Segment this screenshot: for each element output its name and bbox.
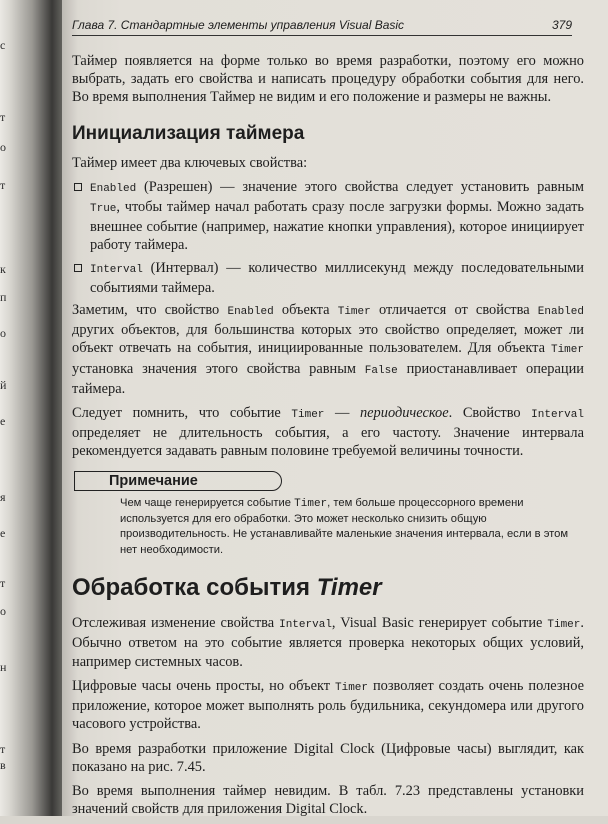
previous-page-edge-letter: й	[0, 378, 7, 392]
previous-page-edge-letter: в	[0, 758, 6, 772]
page-number: 379	[551, 18, 572, 32]
code-interval: Interval	[90, 263, 143, 276]
key-properties-list	[72, 178, 584, 297]
chapter-title: Глава 7. Стандартные элементы управления Visual Basic	[72, 18, 405, 32]
paragraph-key-properties: Таймер имеет два ключевых свойства:	[72, 154, 308, 171]
previous-page-edge-letter: о	[0, 326, 6, 340]
paragraph-digital-clock-intro: Цифровые часы очень просты, но объект Timer позволяет создать очень полезное приложение, которое может выполнять роль будильника, секундомера или другого часового устройства.	[72, 677, 584, 733]
section-heading-timer-event: Обработка события Timer	[72, 574, 382, 602]
code-enabled: Enabled	[90, 182, 137, 195]
running-header	[72, 18, 572, 36]
previous-page-edge-letter: е	[0, 526, 6, 540]
section-heading-timer-init: Инициализация таймера	[72, 122, 305, 144]
previous-page-edge-letter: е	[0, 414, 6, 428]
note-text: Чем чаще генерируется событие Timer, тем больше процессорного времени используется для его обработки. Это может несколько снизить общую производительность. Не устанавливайте маленькие значения интервала, если в этом нет необходимости.	[120, 496, 569, 556]
previous-page-edge-letter: т	[0, 178, 6, 192]
paragraph-design-time: Во время разработки приложение Digital Clock (Цифровые часы) выглядит, как показано на рис. 7.45.	[72, 740, 584, 775]
previous-page-edge-letter: т	[0, 576, 6, 590]
note-title: Примечание	[74, 471, 282, 491]
previous-page-edge-letter: т	[0, 110, 6, 124]
paragraph-runtime: Во время выполнения таймер невидим. В табл. 7.23 представлены установки значений свойств для приложения Digital Clock.	[72, 782, 584, 818]
page-content	[72, 52, 584, 824]
previous-page-edge-letter: о	[0, 140, 6, 154]
note-box	[72, 471, 584, 559]
code-true: True	[90, 203, 117, 216]
previous-page-edge-letter: п	[0, 290, 7, 304]
paragraph-timer-visibility: Таймер появляется на форме только во время разработки, поэтому его можно выбрать, задать его свойства и написать процедуру обработки события для него. Во время выполнения Таймер не видим и его положение и размеры не важны.	[72, 53, 584, 106]
list-item-enabled: Enabled (Разрешен) — значение этого свойства следует установить равным True, чтобы таймер начал работать сразу после загрузки формы. Можно задать внешнее событие (например, нажатие кнопки управления), которое инициирует работу таймера.	[72, 178, 584, 255]
previous-page-edge-letter: н	[0, 660, 7, 674]
paragraph-periodic-event: Следует помнить, что событие Timer — периодическое. Свойство Interval определяет не длительность события, а его частоту. Значение интервала рекомендуется задавать равным половине требуемой величины точности.	[72, 405, 584, 460]
paragraph-event-generation: Отслеживая изменение свойства Interval, Visual Basic генерирует событие Timer. Обычно ответом на это событие является проверка некоторых общих условий, например системных часов.	[72, 615, 584, 670]
previous-page-edge-letter: к	[0, 262, 6, 276]
previous-page-edge-letter: т	[0, 742, 6, 756]
previous-page-edge-letter: я	[0, 490, 6, 504]
previous-page-edge-letter: с	[0, 38, 6, 52]
list-item-interval: Interval (Интервал) — количество миллисекунд между последовательными событиями таймера.	[72, 259, 584, 297]
paragraph-enabled-note: Заметим, что свойство Enabled объекта Timer отличается от свойства Enabled других объектов, для большинства которых это свойство определяет, может ли объект отвечать на события, инициированные пользователем. Для объекта Timer установка значения этого свойства равным False приостанавливает операции таймера.	[72, 302, 584, 397]
previous-page-edge-letter: о	[0, 604, 6, 618]
